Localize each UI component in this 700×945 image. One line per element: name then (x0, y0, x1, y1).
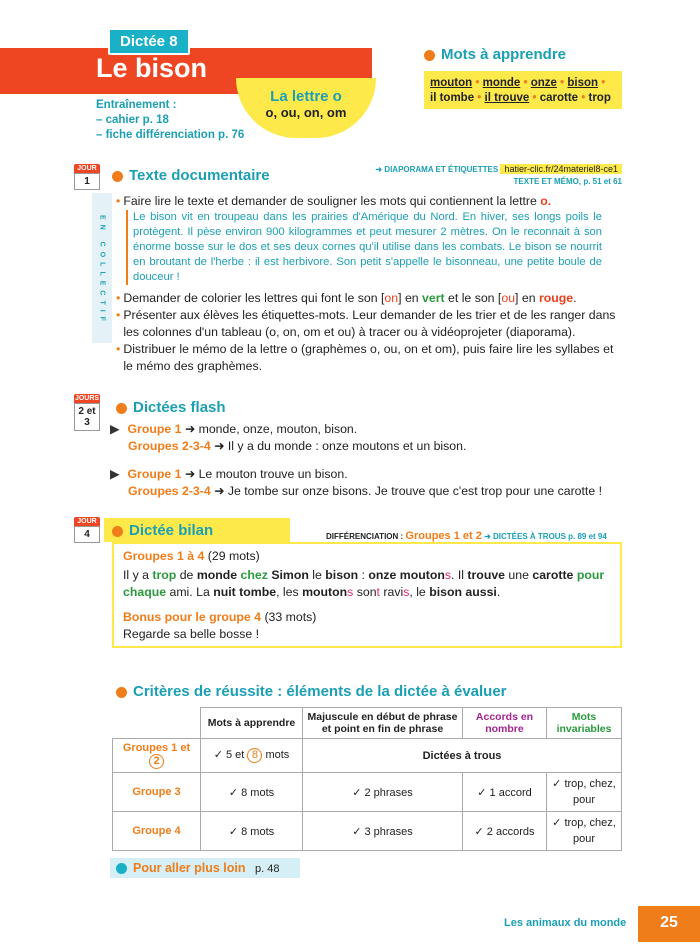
cell-text: mots (265, 749, 290, 761)
text: on (384, 291, 399, 305)
jour-4-calendar-icon (74, 517, 100, 543)
group-label: Groupes 2-3-4 (128, 484, 211, 498)
row-label (113, 739, 201, 773)
circled-number: 2 (149, 754, 164, 769)
table-row (113, 739, 622, 773)
texte-doc-title (112, 167, 270, 184)
flash-block-2 (110, 466, 630, 500)
table-cell: ✓ 8 mots (201, 812, 303, 851)
group-label: Groupes 2-3-4 (128, 439, 211, 453)
bullet-text: Faire lire le texte et demander de souligner les mots qui contiennent la lettre (123, 194, 537, 208)
link-texte-memo[interactable]: TEXTE ET MÉMO, p. 51 et 61 (513, 177, 622, 186)
bullet-text: Distribuer le mémo de la lettre o (graphèmes o, ou, on et om), puis faire lire les syllabes et le mémo des graphèmes. (123, 342, 614, 373)
plus-title: Pour aller plus loin (133, 861, 246, 875)
url-link[interactable]: hatier-clic.fr/24materiel8-ce1 (500, 164, 622, 174)
entrainement-item: – fiche différenciation p. 76 (96, 129, 245, 141)
table-cell: ✓ 2 accords (463, 812, 547, 851)
table-header: Mots à apprendre (201, 708, 303, 739)
text: ] en (515, 291, 536, 305)
texte-doc-title-text: Texte documentaire (129, 167, 270, 184)
mots-title (424, 46, 566, 63)
table-cell: ✓ 1 accord (463, 773, 547, 812)
flash-title-text: Dictées flash (133, 399, 226, 416)
table-cell: ✓ 2 phrases (303, 773, 463, 812)
bullet-dot-icon (116, 403, 127, 414)
table-header: Majuscule en début de phrase et point en fin de phrase (303, 708, 463, 739)
resource-links (354, 163, 622, 188)
table-cell: Dictées à trous (303, 739, 622, 773)
bullet-4: • Distribuer le mémo de la lettre o (graphèmes o, ou, on et om), puis faire lire les syllabes et le mémo des graphèmes. (116, 341, 626, 375)
text: vert (422, 291, 445, 305)
table-cell: ✓ 3 phrases (303, 812, 463, 851)
jour-num: 4 (74, 526, 100, 543)
bilan-count: (29 mots) (207, 549, 260, 563)
mots-line: il tombe • il trouve • carotte • trop (430, 92, 611, 104)
bullet-dot-icon (116, 863, 127, 874)
bullet-text: Présenter aux élèves les étiquettes-mots. Leur demander de les trier et de les ranger dans les colonnes d'un tableau (o, on, om et ou) à tracer ou à vidéoprojeter (diaporama). (123, 308, 616, 339)
bullet-3: • Présenter aux élèves les étiquettes-mots. Leur demander de les trier et de les ranger dans les colonnes d'un tableau (o, on, om et ou) à tracer ou à vidéoprojeter (diaporama). (116, 307, 626, 341)
text: Demander de colorier les lettres qui font le son [ (123, 291, 385, 305)
text: . (573, 291, 577, 305)
plus-loin (116, 861, 279, 875)
bilan-group: Groupes 1 à 4 (123, 549, 205, 563)
bullet-dot-icon (112, 526, 123, 537)
bonus-text: Regarde sa belle bosse ! (123, 627, 260, 641)
text: ] en (398, 291, 419, 305)
bilan-title-text: Dictée bilan (129, 522, 214, 539)
collectif-label: EN COLLECTIF (98, 215, 106, 326)
row-label-text: Groupes 1 et (122, 742, 191, 754)
bilan-dictation: Il y a trop de monde chez Simon le bison : onze moutons. Il trouve une carotte pour chaque ami. La nuit tombe, les moutons sont ravis, le bison aussi. (123, 568, 605, 599)
text: rouge (538, 291, 574, 305)
flash-sentence: ➜ Je tombe sur onze bisons. Je trouve que c'est trop pour une carotte ! (214, 484, 603, 498)
flash-block-1 (110, 421, 630, 455)
diff-groups: Groupes 1 et 2 (405, 530, 482, 542)
bullet-dot-icon (424, 50, 435, 61)
bonus-label: Bonus pour le groupe 4 (123, 610, 262, 624)
entrainement-item: – cahier p. 18 (96, 114, 169, 126)
table-cell: ✓ trop, chez, pour (547, 773, 622, 812)
circled-number: 8 (247, 748, 262, 763)
entrainement (96, 98, 244, 143)
row-label: Groupe 4 (113, 812, 201, 851)
diff-link[interactable]: ➜ DICTÉES À TROUS p. 89 et 94 (484, 532, 607, 541)
criteres-title (116, 683, 507, 700)
lettre-badge (236, 78, 376, 138)
table-cell (201, 739, 303, 773)
triangle-icon: ▶ (110, 467, 120, 481)
differenciation (326, 530, 607, 542)
dictee-bilan-title (112, 522, 213, 539)
flash-sentence: ➜ Il y a du monde : onze moutons et un bison. (214, 439, 467, 453)
group-label: Groupe 1 (127, 467, 182, 481)
text: ou (501, 291, 516, 305)
entrainement-label: Entraînement : (96, 99, 177, 111)
text: et le son [ (448, 291, 502, 305)
dictee-tag: Dictée 8 (108, 28, 190, 55)
link-diaporama[interactable]: ➜ DIAPORAMA ET ÉTIQUETTES (375, 165, 499, 174)
flash-sentence: ➜ monde, onze, mouton, bison. (184, 422, 358, 436)
mot: monde (482, 77, 521, 89)
bullet-2: • Demander de colorier les lettres qui font le son [on] en vert et le son [ou] en rouge. (116, 291, 577, 305)
mot: trop (588, 92, 611, 104)
mot: mouton (430, 77, 473, 89)
mots-line: mouton • monde • onze • bison • (430, 77, 606, 89)
mot: carotte (539, 92, 579, 104)
bonus-count: (33 mots) (264, 610, 317, 624)
mots-box (424, 71, 622, 109)
diff-label: DIFFÉRENCIATION : (326, 532, 404, 541)
mots-title-text: Mots à apprendre (441, 46, 567, 63)
flash-sentence: ➜ Le mouton trouve un bison. (184, 467, 348, 481)
lettre-title: La lettre o (270, 88, 342, 105)
mot: bison (567, 77, 599, 89)
cell-text: ✓ 5 et (213, 749, 245, 761)
jour-label: JOUR (74, 164, 100, 173)
criteres-title-text: Critères de réussite : éléments de la dictée à évaluer (133, 683, 507, 700)
table-cell: ✓ 8 mots (201, 773, 303, 812)
row-label: Groupe 3 (113, 773, 201, 812)
jour-1-calendar-icon (74, 164, 100, 190)
jour-label: JOUR (74, 517, 100, 526)
jours-2-3-calendar-icon (74, 394, 100, 431)
page-number: 25 (638, 906, 700, 942)
mot: onze (530, 77, 557, 89)
triangle-icon: ▶ (110, 422, 120, 436)
group-label: Groupe 1 (127, 422, 182, 436)
bullet-dot-icon (112, 171, 123, 182)
mot: il tombe (430, 92, 475, 104)
dictees-flash-title (116, 399, 226, 416)
jour-num: 2 et 3 (74, 403, 100, 431)
table-row (113, 773, 622, 812)
jour-label: JOURS (74, 395, 100, 402)
table-header: Mots invariables (547, 708, 622, 739)
footer-theme: Les animaux du monde (504, 917, 627, 929)
criteres-table (112, 707, 622, 851)
mot: il trouve (484, 92, 530, 104)
bullet-1: • Faire lire le texte et demander de souligner les mots qui contiennent la lettre o. (116, 194, 552, 208)
plus-page: p. 48 (255, 863, 280, 875)
page-title: Le bison (96, 53, 208, 83)
bullet-dot-icon (116, 687, 127, 698)
bilan-box (112, 542, 622, 648)
table-row (113, 812, 622, 851)
bullet-letter: o. (540, 194, 552, 208)
lettre-sub: o, ou, on, om (265, 105, 347, 120)
jour-num: 1 (74, 173, 100, 190)
passage-text: Le bison vit en troupeau dans les prairies d'Amérique du Nord. En hiver, ses longs poils le protègent. Il pèse environ 900 kilogrammes et peut mesurer 2 mètres. On le reconnait à son énorme bosse sur le dos et ses deux cornes qu'il utilise dans les combats. Le bison se nourrit en broutant de l'herbe : il est herbivore. Son petit s'appelle le bisonneau, une petite boule de douceur ! (126, 210, 602, 285)
collectif-sidebar (92, 193, 112, 343)
table-header: Accords en nombre (463, 708, 547, 739)
table-cell: ✓ trop, chez, pour (547, 812, 622, 851)
table-corner (113, 708, 201, 739)
